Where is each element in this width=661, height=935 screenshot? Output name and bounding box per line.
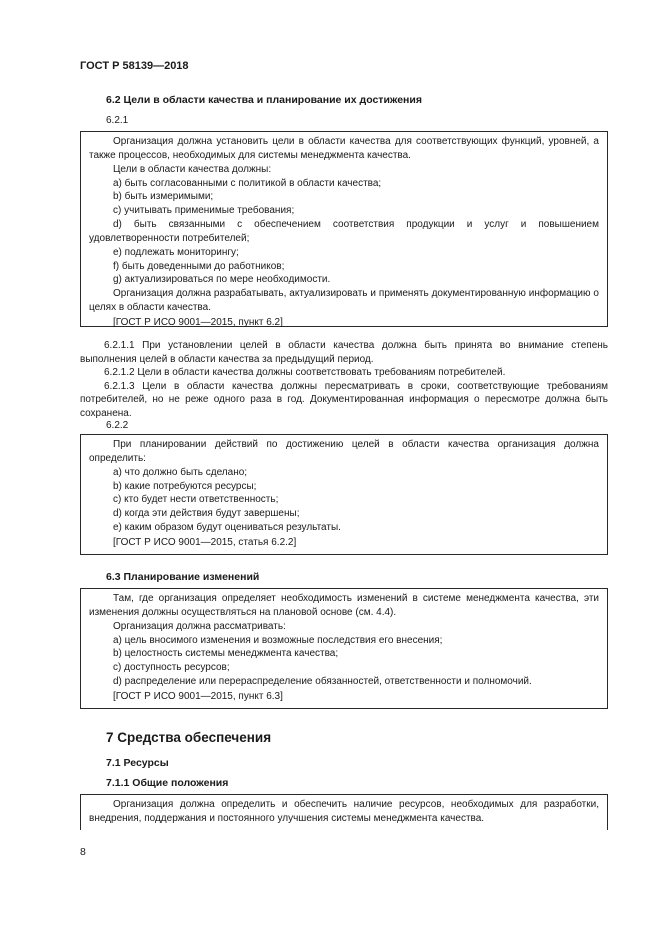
list-item: g) актуализироваться по мере необходимости. bbox=[113, 274, 331, 286]
paragraph-text: 6.2.1.1 При установлении целей в области качества должна быть принята во внимание степень выполнения целей в области качества за предыдущий период. bbox=[80, 340, 608, 365]
quote-box-7-1-1 bbox=[80, 794, 608, 830]
section-heading-7-1-1: 7.1.1 Общие положения bbox=[106, 777, 229, 789]
list-item: b) какие потребуются ресурсы; bbox=[113, 480, 257, 492]
box-paragraph: Там, где организация определяет необходимость изменений в системе менеджмента качества, эти изменения должны осуществляться на плановой основе (см. 4.4). bbox=[89, 593, 599, 618]
list-item: e) подлежать мониторингу; bbox=[113, 246, 239, 258]
quote-box-6-3 bbox=[80, 588, 608, 709]
quote-box-6-2-1 bbox=[80, 131, 608, 327]
list-item: a) цель вносимого изменения и возможные последствия его внесения; bbox=[113, 634, 443, 646]
list-item: c) учитывать применимые требования; bbox=[113, 205, 295, 217]
list-item: a) что должно быть сделано; bbox=[113, 466, 248, 478]
list-item: b) быть измеримыми; bbox=[113, 191, 214, 203]
list-item: d) когда эти действия будут завершены; bbox=[113, 508, 300, 520]
standard-reference: [ГОСТ Р ИСО 9001—2015, пункт 6.3] bbox=[113, 690, 283, 702]
list-item: f) быть доведенными до работников; bbox=[113, 260, 285, 272]
clause-label-6-2-2: 6.2.2 bbox=[106, 420, 129, 431]
list-item: c) кто будет нести ответственность; bbox=[113, 494, 279, 506]
list-item: c) доступность ресурсов; bbox=[113, 662, 230, 674]
list-item: d) распределение или перераспределение обязанностей, ответственности и полномочий. bbox=[113, 676, 532, 688]
paragraph-text: 6.2.1.2 Цели в области качества должны соответствовать требованиям потребителей. bbox=[104, 367, 506, 379]
box-intro: Цели в области качества должны: bbox=[113, 163, 272, 175]
list-item: d) быть связанными с обеспечением соответствия продукции и услуг и повышением удовлетворенности потребителей; bbox=[89, 219, 599, 244]
box-paragraph: Организация должна разрабатывать, актуализировать и применять документированную информацию о целях в области качества. bbox=[89, 288, 599, 314]
box-paragraph: Организация должна определить и обеспечить наличие ресурсов, необходимых для разработки, внедрения, поддержания и постоянного улучшения системы менеджмента качества. bbox=[89, 799, 599, 824]
clause-label-6-2-1: 6.2.1 bbox=[106, 115, 129, 126]
box-paragraph: Организация должна установить цели в области качества для соответствующих функций, уровней, а также процессов, необходимых для системы менеджмента качества. bbox=[89, 136, 599, 161]
list-item: e) каким образом будут оцениваться результаты. bbox=[113, 522, 341, 534]
chapter-heading-7: 7 Средства обеспечения bbox=[106, 730, 272, 745]
quote-box-6-2-2 bbox=[80, 434, 608, 555]
box-paragraph: При планировании действий по достижению целей в области качества организация должна определить: bbox=[89, 439, 599, 464]
section-heading-7-1: 7.1 Ресурсы bbox=[106, 757, 169, 769]
standard-reference: [ГОСТ Р ИСО 9001—2015, статья 6.2.2] bbox=[113, 536, 297, 548]
section-heading-6-3: 6.3 Планирование изменений bbox=[106, 571, 260, 583]
document-header: ГОСТ Р 58139—2018 bbox=[80, 60, 189, 72]
list-item: a) быть согласованными с политикой в области качества; bbox=[113, 177, 382, 189]
paragraph-text: 6.2.1.3 Цели в области качества должны пересматривать в сроки, соответствующие требованиям потребителей, но не реже одного раза в год. Документированная информация о пересмотре должна быть сохранена. bbox=[80, 380, 608, 419]
page-number: 8 bbox=[80, 846, 86, 858]
section-heading-6-2: 6.2 Цели в области качества и планирование их достижения bbox=[106, 94, 422, 106]
box-intro: Организация должна рассматривать: bbox=[113, 620, 286, 632]
list-item: b) целостность системы менеджмента качества; bbox=[113, 648, 339, 660]
clause-6-2-1-1 bbox=[80, 339, 608, 421]
standard-reference: [ГОСТ Р ИСО 9001—2015, пункт 6.2] bbox=[113, 316, 283, 328]
